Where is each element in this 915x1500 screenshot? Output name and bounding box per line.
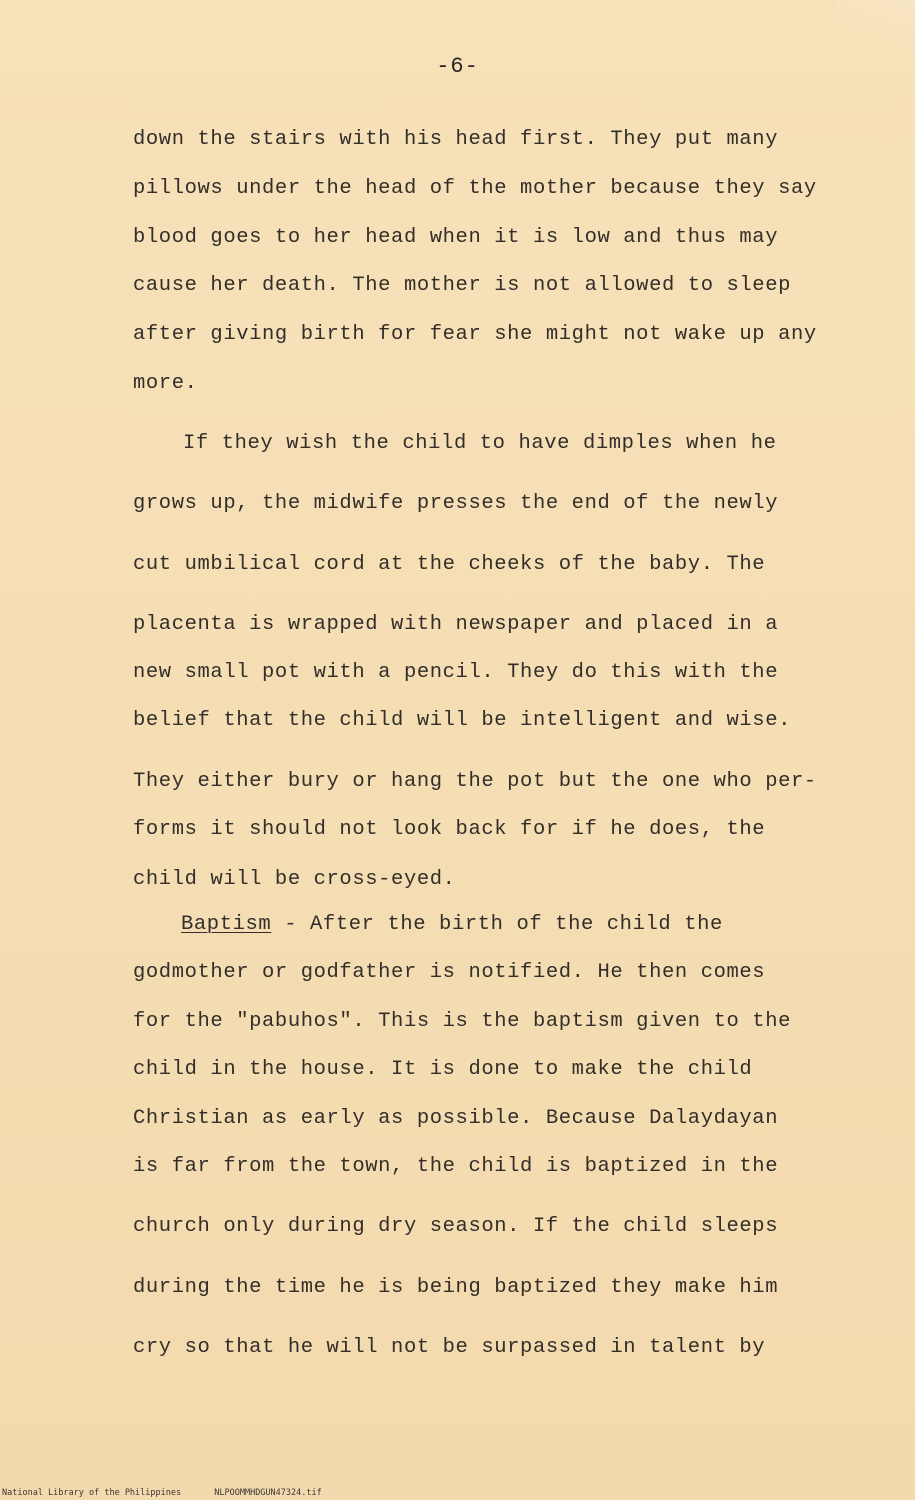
text-line: forms it should not look back for if he does, the bbox=[133, 818, 766, 841]
text-line: godmother or godfather is notified. He then comes bbox=[133, 961, 766, 984]
text-line: blood goes to her head when it is low and thus may bbox=[133, 226, 779, 249]
text-line: down the stairs with his head first. They put many bbox=[133, 128, 779, 151]
text-line: during the time he is being baptized they make him bbox=[133, 1276, 779, 1299]
footer-library: National Library of the Philippines bbox=[2, 1488, 182, 1498]
text-line: placenta is wrapped with newspaper and placed in a bbox=[133, 613, 779, 636]
text-span: - After the birth of the child the bbox=[271, 913, 723, 936]
text-line: church only during dry season. If the child sleeps bbox=[133, 1215, 779, 1238]
text-line: for the "pabuhos". This is the baptism given to the bbox=[133, 1010, 792, 1033]
text-line: cut umbilical cord at the cheeks of the baby. The bbox=[133, 553, 766, 576]
paper-corner bbox=[835, 0, 915, 60]
footer-filename: NLPOOMMHDGUN47324.tif bbox=[214, 1488, 322, 1498]
section-heading: Baptism bbox=[181, 913, 272, 936]
text-line: child in the house. It is done to make the child bbox=[133, 1058, 753, 1081]
text-line: They either bury or hang the pot but the one who per- bbox=[133, 770, 817, 793]
text-line: Christian as early as possible. Because Dalaydayan bbox=[133, 1107, 779, 1130]
section-heading-line bbox=[181, 913, 723, 936]
text-line: new small pot with a pencil. They do this with the bbox=[133, 661, 779, 684]
scan-footer bbox=[2, 1488, 350, 1498]
text-line: more. bbox=[133, 372, 198, 395]
text-line: belief that the child will be intelligent and wise. bbox=[133, 709, 792, 732]
text-line: grows up, the midwife presses the end of the newly bbox=[133, 492, 779, 515]
text-line: If they wish the child to have dimples when he bbox=[183, 432, 777, 455]
text-line: child will be cross-eyed. bbox=[133, 868, 456, 891]
text-line: cause her death. The mother is not allowed to sleep bbox=[133, 274, 792, 297]
text-line: after giving birth for fear she might not wake up any bbox=[133, 323, 817, 346]
page-number: -6- bbox=[436, 54, 479, 79]
text-line: cry so that he will not be surpassed in talent by bbox=[133, 1336, 766, 1359]
text-line: pillows under the head of the mother because they say bbox=[133, 177, 817, 200]
text-line: is far from the town, the child is baptized in the bbox=[133, 1155, 779, 1178]
